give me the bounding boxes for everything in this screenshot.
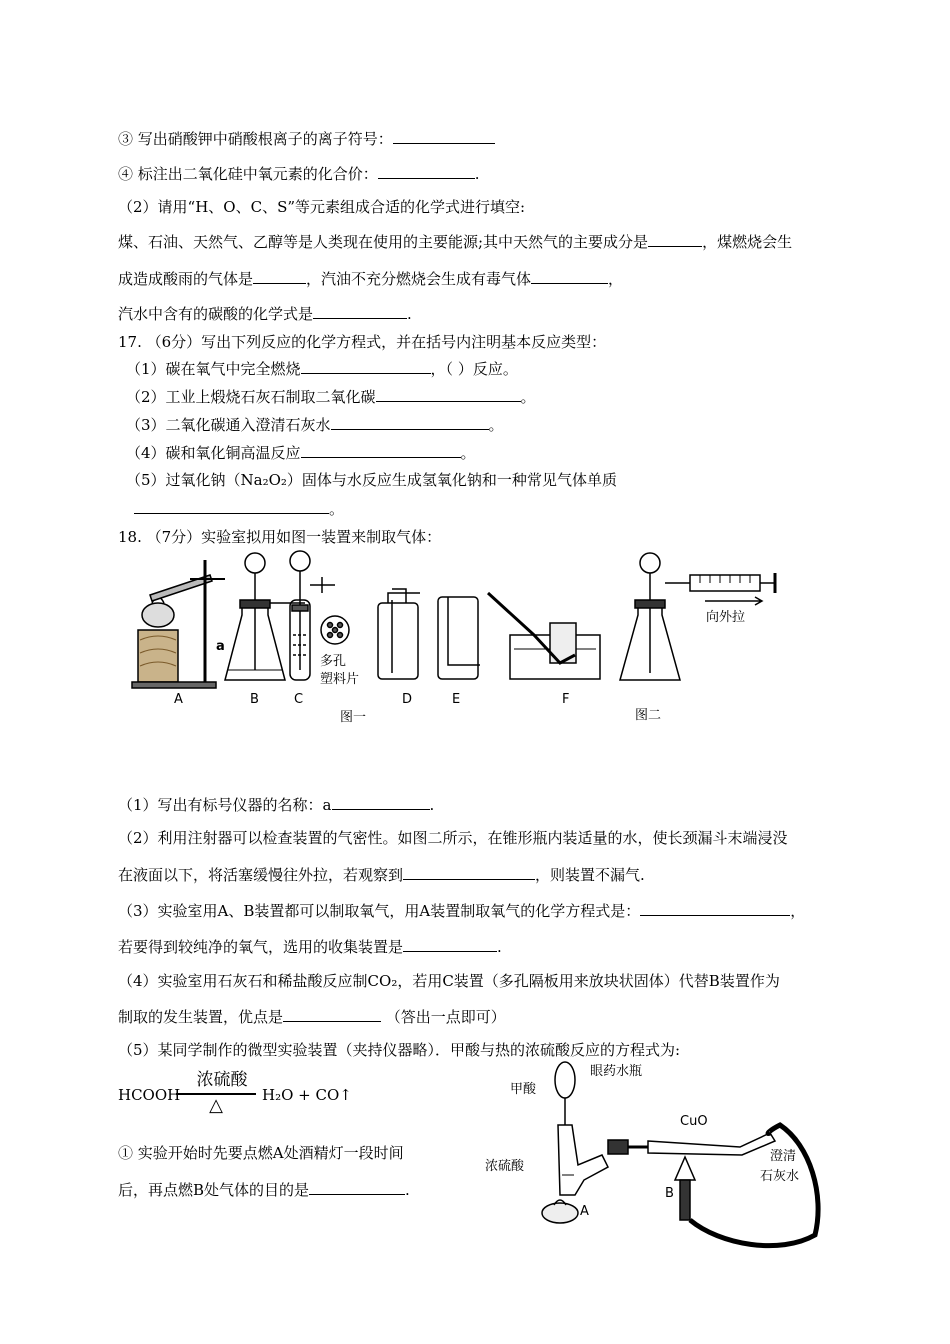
answer-blank[interactable] [378,163,475,179]
label-cuo: CuO [680,1114,708,1129]
q16-line5: 成造成酸雨的气体是 ，汽油不充分燃烧会生成有毒气体 ， [118,270,624,288]
label-lamp-a: A [580,1204,589,1219]
q18-item3b: 若要得到较纯净的氧气，选用的收集装置是 . [118,938,502,956]
lamp-a-icon [542,1200,578,1223]
apparatus-d-icon [378,589,420,679]
label-instrument-a: a [216,639,225,654]
answer-blank[interactable] [301,358,431,374]
label-e: E [452,692,461,707]
answer-blank[interactable] [376,386,521,402]
answer-blank[interactable] [309,1179,405,1195]
q17-title: 17. （6分）写出下列反应的化学方程式，并在括号内注明基本反应类型： [118,333,607,351]
q18-item4b: 制取的发生装置，优点是 （答出一点即可） [118,1008,506,1026]
answer-blank[interactable] [313,303,407,319]
q16-item4: ④ 标注出二氧化硅中氧元素的化合价： . [118,165,480,183]
label-a: A [174,692,183,707]
label-d: D [402,692,413,707]
label-plastic: 塑料片 [320,672,360,687]
label-c: C [294,692,304,707]
q17-item3: （3）二氧化碳通入澄清石灰水 。 [126,416,504,434]
q17-item1: （1）碳在氧气中完全燃烧 ，（ ）反应。 [126,360,518,378]
q18-item5: （5）某同学制作的微型实验装置（夹持仪器略）．甲酸与热的浓硫酸反应的方程式为: [118,1041,681,1059]
label-f: F [562,692,570,707]
glass-tube-icon [608,1133,775,1155]
label-b: B [250,692,259,707]
equation-right: H₂O + CO↑ [262,1086,352,1104]
q16-line4: 煤、石油、天然气、乙醇等是人类现在使用的主要能源;其中天然气的主要成分是 ，煤燃烧会生 [118,233,793,251]
apparatus-figure [130,545,790,730]
answer-blank[interactable] [253,268,306,284]
q17-item2: （2）工业上煅烧石灰石制取二氧化碳 。 [126,388,536,406]
q16-part2: （2）请用“H、O、C、S”等元素组成合适的化学式进行填空: [118,198,526,216]
q17-item5: （5）过氧化钠（Na₂O₂）固体与水反应生成氢氧化钠和一种常见气体单质 [126,471,617,489]
q18-item5-1a: ① 实验开始时先要点燃A处酒精灯一段时间 [118,1144,404,1162]
q17-item5-blank: 。 [134,498,344,519]
equation-heat: △ [209,1095,223,1116]
answer-blank[interactable] [403,864,535,880]
answer-blank[interactable] [331,414,489,430]
label-limewater: 石灰水 [760,1169,800,1184]
answer-blank[interactable] [648,231,702,247]
answer-blank[interactable] [531,268,608,284]
label-lamp-b: B [665,1186,674,1201]
figure1-caption: 图一 [340,710,367,725]
label-sulfuric-acid: 浓硫酸 [485,1159,525,1174]
apparatus-f-icon [488,593,600,679]
answer-blank[interactable] [393,128,495,144]
apparatus-e-icon [438,597,480,679]
q16-line6: 汽水中含有的碳酸的化学式是 . [118,305,412,323]
q18-title: 18. （7分）实验室拟用如图一装置来制取气体： [118,528,442,546]
answer-blank[interactable] [403,936,497,952]
label-eyedrop-bottle: 眼药水瓶 [590,1064,643,1079]
q18-item1: （1）写出有标号仪器的名称：a . [118,796,435,814]
answer-blank[interactable] [301,442,461,458]
q18-item3a: （3）实验室用A、B装置都可以制取氧气，用A装置制取氧气的化学方程式是： ， [118,902,806,920]
syringe-apparatus-icon [620,553,775,680]
y-tube-icon [558,1125,608,1195]
q17-item4: （4）碳和氧化铜高温反应 。 [126,444,476,462]
q18-item2a: （2）利用注射器可以检查装置的气密性。如图二所示，在锥形瓶内装适量的水，使长颈漏斗末端浸没 [118,829,788,847]
answer-blank[interactable] [283,1006,381,1022]
answer-blank[interactable] [332,794,430,810]
q18-item4a: （4）实验室用石灰石和稀盐酸反应制CO₂，若用C装置（多孔隔板用来放块状固体）代替B装置作为 [118,972,780,990]
q18-item5-1b: 后，再点燃B处气体的目的是 . [118,1181,410,1199]
answer-blank[interactable] [640,900,790,916]
apparatus-b-icon [225,553,305,680]
label-clear: 澄清 [770,1149,797,1164]
label-pull: 向外拉 [706,610,746,625]
micro-apparatus-figure [480,1055,830,1255]
answer-blank[interactable] [134,498,329,514]
q16-item3: ③ 写出硝酸钾中硝酸根离子的离子符号： [118,128,495,149]
figure2-caption: 图二 [635,708,662,723]
q18-item2b: 在液面以下，将活塞缓慢往外拉，若观察到 ，则装置不漏气. [118,866,645,884]
equation-left: HCOOH [118,1086,181,1104]
lamp-b-icon [675,1157,695,1220]
label-formic-acid: 甲酸 [510,1082,537,1097]
apparatus-a-icon [132,560,225,688]
equation-condition: 浓硫酸 [196,1070,248,1090]
eyedrop-bottle-icon [555,1062,575,1125]
label-porous: 多孔 [320,654,347,669]
